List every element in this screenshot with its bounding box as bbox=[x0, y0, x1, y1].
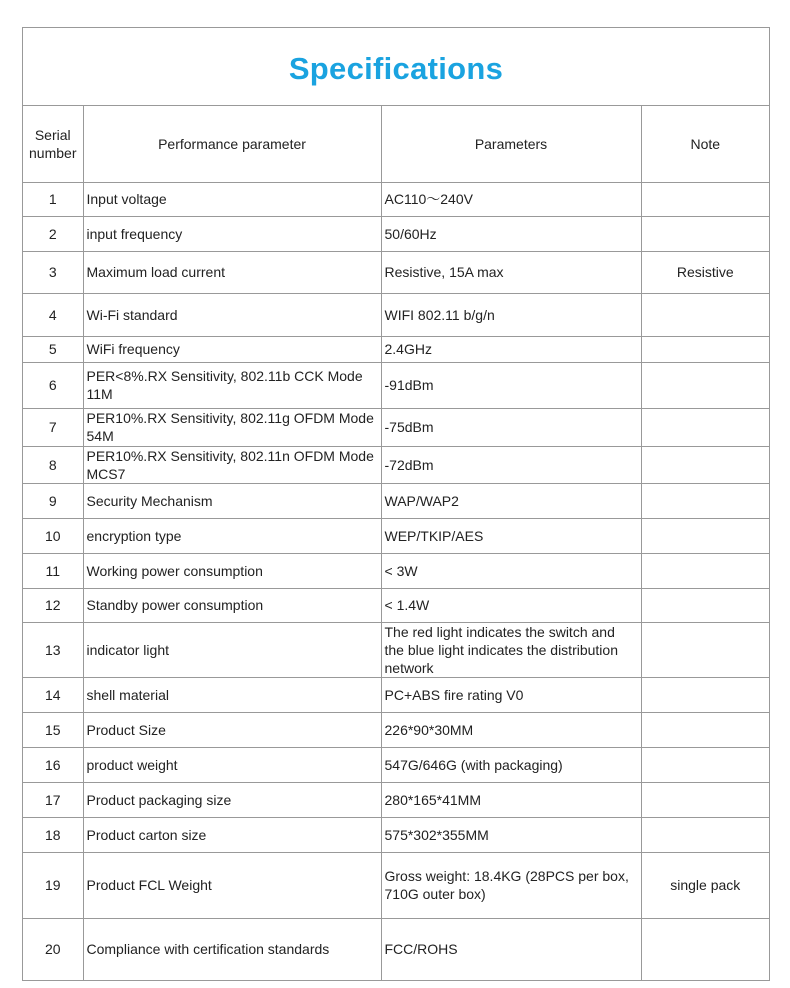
note-cell bbox=[641, 588, 769, 622]
table-row bbox=[23, 622, 769, 677]
value-cell: 547G/646G (with packaging) bbox=[381, 747, 641, 782]
serial-cell: 16 bbox=[23, 747, 83, 782]
page-title: Specifications bbox=[288, 50, 504, 86]
value-cell: 50/60Hz bbox=[381, 216, 641, 251]
note-cell bbox=[641, 483, 769, 518]
parameter-cell: encryption type bbox=[83, 518, 381, 553]
table-row bbox=[23, 446, 769, 483]
note-cell bbox=[641, 553, 769, 588]
note-cell bbox=[641, 293, 769, 336]
table-row bbox=[23, 553, 769, 588]
note-cell bbox=[641, 677, 769, 712]
value-cell: WIFI 802.11 b/g/n bbox=[381, 293, 641, 336]
serial-cell: 11 bbox=[23, 553, 83, 588]
serial-cell: 5 bbox=[23, 336, 83, 362]
spec-sheet bbox=[22, 27, 770, 981]
serial-cell: 14 bbox=[23, 677, 83, 712]
table-row bbox=[23, 408, 769, 446]
header-performance: Performance parameter bbox=[83, 106, 381, 182]
value-cell: FCC/ROHS bbox=[381, 918, 641, 980]
note-cell bbox=[641, 782, 769, 817]
value-cell: 226*90*30MM bbox=[381, 712, 641, 747]
parameter-cell: product weight bbox=[83, 747, 381, 782]
value-cell: 575*302*355MM bbox=[381, 817, 641, 852]
parameter-cell: Product packaging size bbox=[83, 782, 381, 817]
table-row bbox=[23, 747, 769, 782]
value-cell: WAP/WAP2 bbox=[381, 483, 641, 518]
table-row bbox=[23, 852, 769, 918]
value-cell: < 1.4W bbox=[381, 588, 641, 622]
value-cell: -72dBm bbox=[381, 446, 641, 483]
parameter-cell: input frequency bbox=[83, 216, 381, 251]
parameter-cell: Working power consumption bbox=[83, 553, 381, 588]
header-note: Note bbox=[641, 106, 769, 182]
serial-cell: 12 bbox=[23, 588, 83, 622]
title-box bbox=[23, 28, 769, 106]
serial-cell: 13 bbox=[23, 622, 83, 677]
note-cell bbox=[641, 446, 769, 483]
serial-cell: 18 bbox=[23, 817, 83, 852]
serial-cell: 2 bbox=[23, 216, 83, 251]
header-parameters: Parameters bbox=[381, 106, 641, 182]
parameter-cell: Product FCL Weight bbox=[83, 852, 381, 918]
serial-cell: 4 bbox=[23, 293, 83, 336]
serial-cell: 3 bbox=[23, 251, 83, 293]
parameter-cell: PER<8%.RX Sensitivity, 802.11b CCK Mode 11M bbox=[83, 362, 381, 408]
value-cell: 2.4GHz bbox=[381, 336, 641, 362]
serial-cell: 10 bbox=[23, 518, 83, 553]
value-cell: Resistive, 15A max bbox=[381, 251, 641, 293]
parameter-cell: shell material bbox=[83, 677, 381, 712]
serial-cell: 1 bbox=[23, 182, 83, 216]
parameter-cell: Maximum load current bbox=[83, 251, 381, 293]
note-cell bbox=[641, 362, 769, 408]
note-cell bbox=[641, 918, 769, 980]
table-row bbox=[23, 712, 769, 747]
serial-cell: 8 bbox=[23, 446, 83, 483]
note-cell bbox=[641, 817, 769, 852]
note-cell bbox=[641, 216, 769, 251]
value-cell: PC+ABS fire rating V0 bbox=[381, 677, 641, 712]
parameter-cell: Product carton size bbox=[83, 817, 381, 852]
serial-cell: 20 bbox=[23, 918, 83, 980]
parameter-cell: PER10%.RX Sensitivity, 802.11g OFDM Mode 54M bbox=[83, 408, 381, 446]
table-row bbox=[23, 782, 769, 817]
note-cell bbox=[641, 182, 769, 216]
note-cell bbox=[641, 518, 769, 553]
parameter-cell: Standby power consumption bbox=[83, 588, 381, 622]
value-cell: -75dBm bbox=[381, 408, 641, 446]
note-cell bbox=[641, 747, 769, 782]
table-row bbox=[23, 817, 769, 852]
table-row bbox=[23, 362, 769, 408]
note-cell bbox=[641, 408, 769, 446]
parameter-cell: Wi-Fi standard bbox=[83, 293, 381, 336]
parameter-cell: Security Mechanism bbox=[83, 483, 381, 518]
table-row bbox=[23, 251, 769, 293]
table-row bbox=[23, 182, 769, 216]
note-cell bbox=[641, 336, 769, 362]
table-row bbox=[23, 336, 769, 362]
value-cell: < 3W bbox=[381, 553, 641, 588]
note-cell: single pack bbox=[641, 852, 769, 918]
value-cell: -91dBm bbox=[381, 362, 641, 408]
spec-table bbox=[23, 106, 769, 980]
parameter-cell: WiFi frequency bbox=[83, 336, 381, 362]
serial-cell: 17 bbox=[23, 782, 83, 817]
table-row bbox=[23, 216, 769, 251]
header-row bbox=[23, 106, 769, 182]
note-cell bbox=[641, 622, 769, 677]
table-row bbox=[23, 677, 769, 712]
parameter-cell: Input voltage bbox=[83, 182, 381, 216]
header-serial: Serial number bbox=[23, 106, 83, 182]
serial-cell: 19 bbox=[23, 852, 83, 918]
value-cell: Gross weight: 18.4KG (28PCS per box, 710G outer box) bbox=[381, 852, 641, 918]
parameter-cell: indicator light bbox=[83, 622, 381, 677]
parameter-cell: Compliance with certification standards bbox=[83, 918, 381, 980]
value-cell: 280*165*41MM bbox=[381, 782, 641, 817]
table-row bbox=[23, 588, 769, 622]
note-cell bbox=[641, 712, 769, 747]
table-row bbox=[23, 483, 769, 518]
value-cell: AC110～240V bbox=[381, 182, 641, 216]
parameter-cell: PER10%.RX Sensitivity, 802.11n OFDM Mode MCS7 bbox=[83, 446, 381, 483]
value-cell: The red light indicates the switch and the blue light indicates the distribution network bbox=[381, 622, 641, 677]
parameter-cell: Product Size bbox=[83, 712, 381, 747]
table-row bbox=[23, 293, 769, 336]
serial-cell: 15 bbox=[23, 712, 83, 747]
table-row bbox=[23, 518, 769, 553]
value-cell: WEP/TKIP/AES bbox=[381, 518, 641, 553]
table-row bbox=[23, 918, 769, 980]
note-cell: Resistive bbox=[641, 251, 769, 293]
serial-cell: 6 bbox=[23, 362, 83, 408]
serial-cell: 7 bbox=[23, 408, 83, 446]
serial-cell: 9 bbox=[23, 483, 83, 518]
